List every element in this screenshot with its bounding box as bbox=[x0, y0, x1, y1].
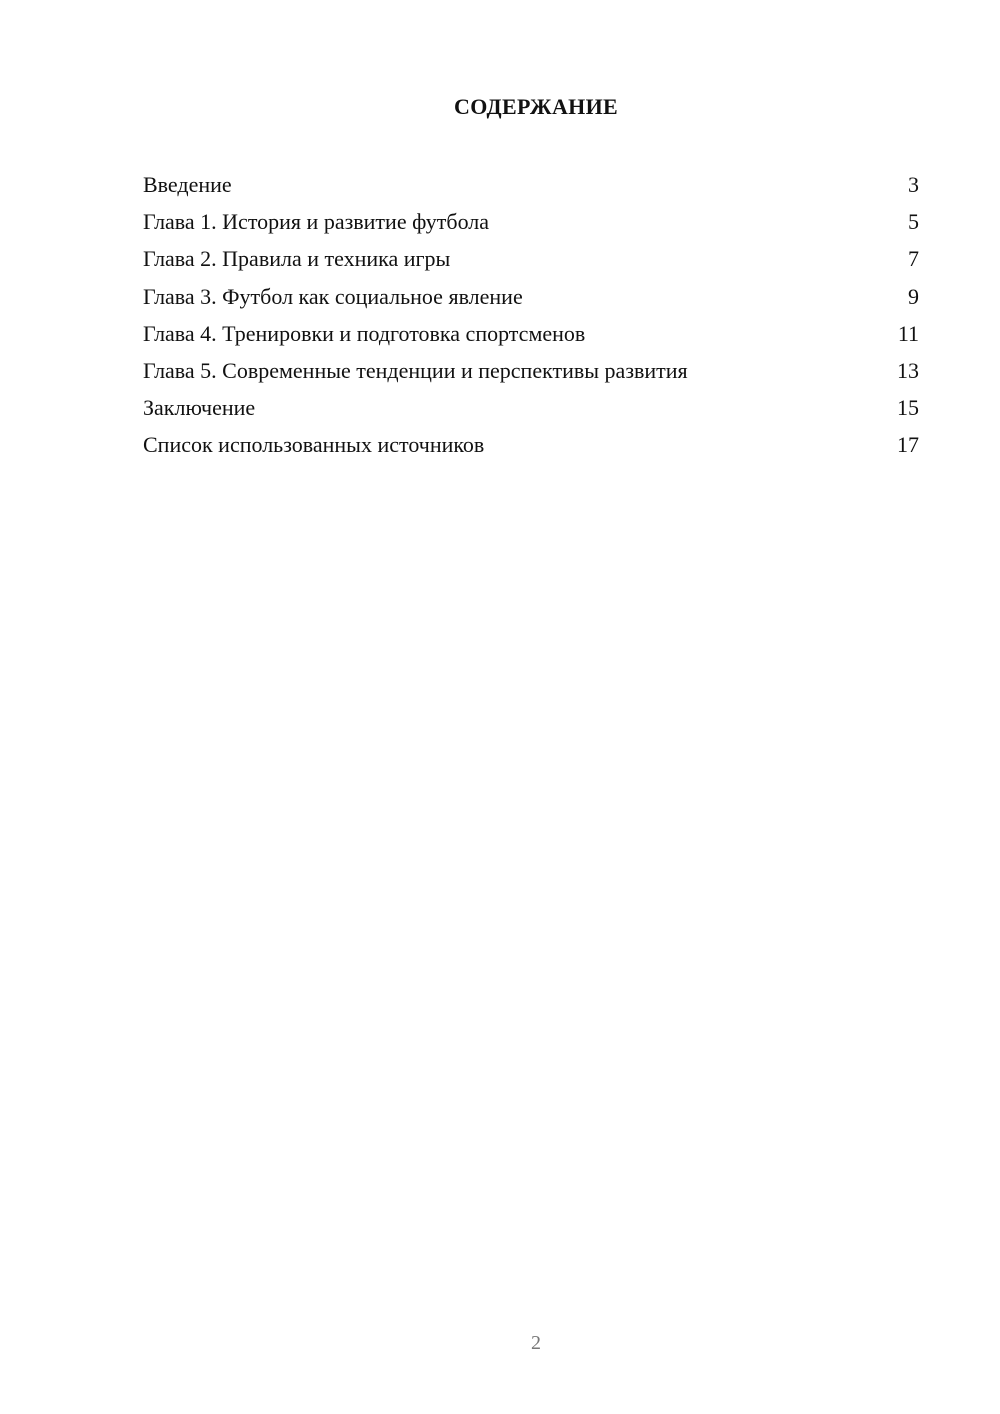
toc-entry-page: 13 bbox=[897, 357, 919, 383]
toc-entry-label: Глава 3. Футбол как социальное явление bbox=[143, 283, 523, 309]
toc-entry-page: 15 bbox=[897, 395, 919, 421]
toc-entry-label: Глава 5. Современные тенденции и перспективы развития bbox=[143, 357, 688, 383]
toc-entry-page: 5 bbox=[908, 209, 919, 235]
toc-entry-page: 3 bbox=[908, 172, 919, 197]
toc-entry-page: 11 bbox=[897, 320, 919, 346]
toc-entry-label: Введение bbox=[143, 172, 232, 197]
toc-entry-introduction[interactable] bbox=[143, 166, 919, 203]
toc-entry-label: Глава 4. Тренировки и подготовка спортсменов bbox=[143, 320, 586, 346]
toc-entry-page: 17 bbox=[897, 432, 919, 458]
page-title: СОДЕРЖАНИЕ bbox=[454, 94, 618, 119]
toc-entry-chapter-3[interactable] bbox=[143, 278, 919, 315]
toc-entry-label: Заключение bbox=[143, 395, 256, 421]
toc-entry-chapter-4[interactable] bbox=[143, 315, 919, 352]
toc-entry-label: Глава 1. История и развитие футбола bbox=[143, 209, 490, 235]
toc-entry-chapter-2[interactable] bbox=[143, 240, 919, 277]
toc-entry-label: Список использованных источников bbox=[143, 432, 485, 458]
toc-entry-conclusion[interactable] bbox=[143, 389, 919, 426]
toc-entry-label: Глава 2. Правила и техника игры bbox=[143, 246, 451, 272]
page-number: 2 bbox=[531, 1332, 541, 1354]
toc-entry-page: 7 bbox=[908, 246, 919, 272]
toc-entry-chapter-1[interactable] bbox=[143, 203, 919, 240]
toc-entry-page: 9 bbox=[908, 283, 919, 309]
toc-entry-chapter-5[interactable] bbox=[143, 352, 919, 389]
toc-entry-references[interactable] bbox=[143, 426, 919, 463]
table-of-contents bbox=[143, 166, 919, 464]
